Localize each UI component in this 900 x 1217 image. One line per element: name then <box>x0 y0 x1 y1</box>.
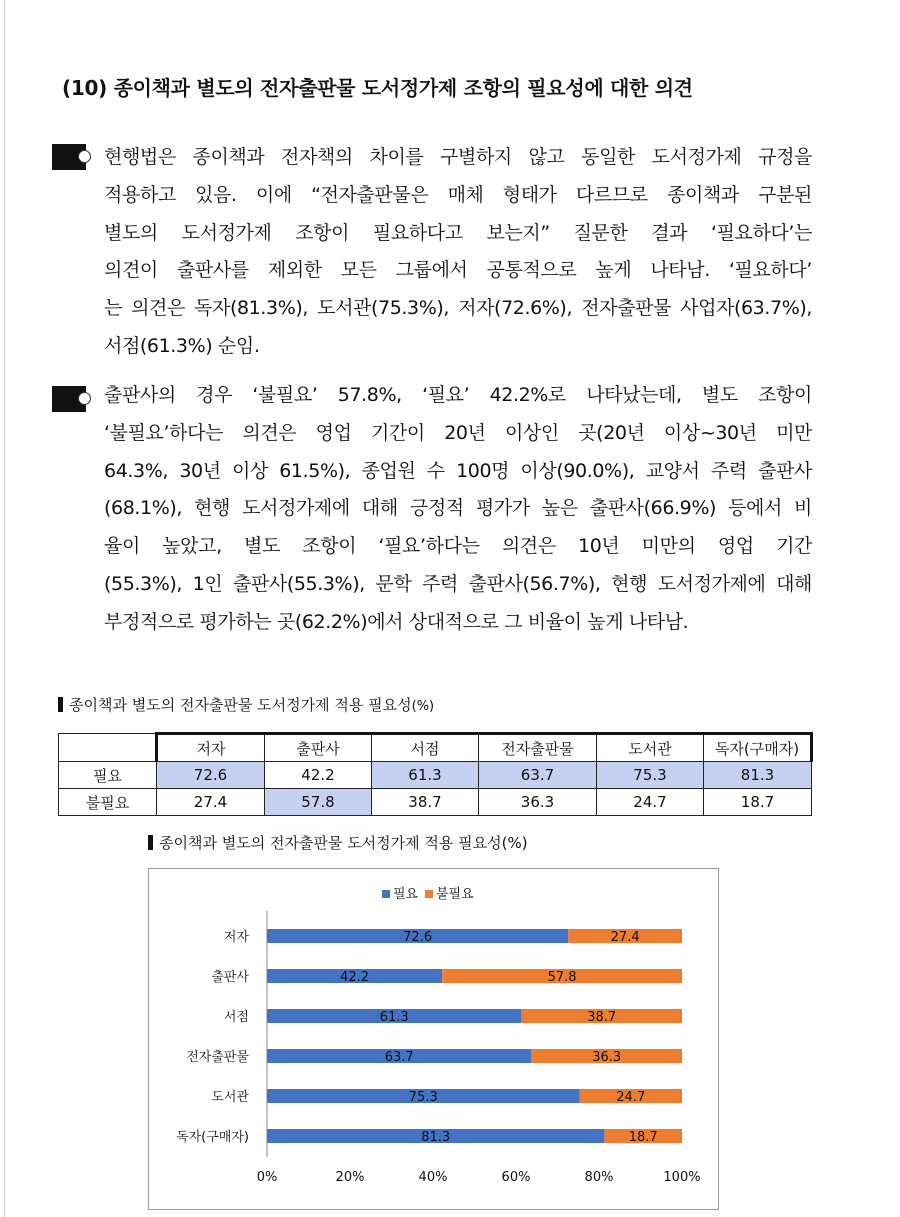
paragraph-line: 의견이 출판사를 제외한 모든 그룹에서 공통적으로 높게 나타남. ‘필요하다’ <box>104 259 812 282</box>
table-cell: 57.8 <box>265 789 372 816</box>
data-label: 24.7 <box>616 1090 646 1105</box>
category-label: 독자(구매자) <box>176 1130 249 1145</box>
x-tick-label: 60% <box>501 1170 531 1185</box>
x-tick-label: 20% <box>335 1170 365 1185</box>
paragraph-line: 적용하고 있음. 이에 “전자출판물은 매체 형태가 다르므로 종이책과 구분된 <box>104 183 812 206</box>
row-label: 불필요 <box>59 789 157 816</box>
row-label: 필요 <box>59 762 157 789</box>
column-header: 저자 <box>157 734 265 762</box>
paragraph-2 <box>104 377 812 642</box>
table-header-row <box>59 734 812 762</box>
paragraph-line: 율이 높았고, 별도 조항이 ‘필요’하다는 의견은 10년 미만의 영업 기간 <box>104 535 812 558</box>
bullet-ring-icon <box>78 392 91 405</box>
paragraph-line: (55.3%), 1인 출판사(55.3%), 문학 주력 출판사(56.7%), 현행 도서정가제에 대해 <box>104 572 812 595</box>
table-corner-cell <box>59 734 157 762</box>
data-label: 81.3 <box>421 1130 451 1145</box>
caption-marker <box>148 835 153 850</box>
table-cell: 27.4 <box>157 789 265 816</box>
x-tick-label: 0% <box>256 1170 278 1185</box>
data-label: 36.3 <box>592 1050 622 1065</box>
table-cell: 63.7 <box>479 762 597 789</box>
column-header: 출판사 <box>265 734 372 762</box>
table-row <box>59 789 812 816</box>
data-label: 27.4 <box>610 930 640 945</box>
data-label: 38.7 <box>587 1010 617 1025</box>
paragraph-line: (68.1%), 현행 도서정가제에 대해 긍정적 평가가 높은 출판사(66.9%) 등에서 비 <box>104 497 812 520</box>
column-header: 도서관 <box>597 734 704 762</box>
column-header: 독자(구매자) <box>704 734 812 762</box>
caption-marker <box>58 697 63 712</box>
x-tick-label: 100% <box>663 1170 701 1185</box>
column-header: 전자출판물 <box>479 734 597 762</box>
table-cell: 42.2 <box>265 762 372 789</box>
paragraph-line: 는 의견은 독자(81.3%), 도서관(75.3%), 저자(72.6%), 전자출판물 사업자(63.7%), <box>104 297 812 320</box>
data-table <box>58 732 813 816</box>
category-label: 전자출판물 <box>186 1050 249 1065</box>
paragraph-1 <box>104 139 812 366</box>
legend-swatch-0 <box>382 890 390 898</box>
legend-label-0: 필요 <box>393 887 419 902</box>
data-label: 42.2 <box>340 970 370 985</box>
bullet-ring-icon <box>78 150 91 163</box>
paragraph-line: 현행법은 종이책과 전자책의 차이를 구별하지 않고 동일한 도서정가제 규정을 <box>104 146 812 168</box>
stacked-bar-chart <box>149 869 718 1209</box>
category-label: 저자 <box>223 930 249 945</box>
table-cell: 75.3 <box>597 762 704 789</box>
category-label: 출판사 <box>211 970 249 985</box>
data-label: 75.3 <box>408 1090 438 1105</box>
legend-swatch-1 <box>425 890 433 898</box>
category-label: 서점 <box>223 1010 249 1025</box>
table-cell: 38.7 <box>372 789 479 816</box>
x-tick-label: 80% <box>584 1170 614 1185</box>
data-label: 18.7 <box>628 1130 658 1145</box>
column-header: 서점 <box>372 734 479 762</box>
table-cell: 36.3 <box>479 789 597 816</box>
paragraph-line: 64.3%, 30년 이상 61.5%), 종업원 수 100명 이상(90.0%), 교양서 주력 출판사 <box>104 459 812 482</box>
table-cell: 24.7 <box>597 789 704 816</box>
section-heading: (10) 종이책과 별도의 전자출판물 도서정가제 조항의 필요성에 대한 의견 <box>62 76 693 100</box>
data-label: 61.3 <box>379 1010 409 1025</box>
table-cell: 81.3 <box>704 762 812 789</box>
paragraph-line: ‘불필요’하다는 의견은 영업 기간이 20년 이상인 곳(20년 이상~30년 미만 <box>104 421 812 444</box>
data-label: 63.7 <box>384 1050 414 1065</box>
table-cell: 61.3 <box>372 762 479 789</box>
page-edge-rule <box>4 0 5 1217</box>
paragraph-line: 별도의 도서정가제 조항이 필요하다고 보는지” 질문한 결과 ‘필요하다’는 <box>104 221 812 244</box>
chart-caption: 종이책과 별도의 전자출판물 도서정가제 적용 필요성(%) <box>148 832 528 853</box>
data-label: 57.8 <box>547 970 577 985</box>
legend-label-1: 불필요 <box>436 887 474 902</box>
data-label: 72.6 <box>403 930 433 945</box>
chart-frame <box>148 868 719 1210</box>
category-label: 도서관 <box>211 1090 249 1105</box>
paragraph-line: 출판사의 경우 ‘불필요’ 57.8%, ‘필요’ 42.2%로 나타났는데, 별도 조항이 <box>104 384 812 406</box>
table-cell: 72.6 <box>157 762 265 789</box>
paragraph-line: 부정적으로 평가하는 곳(62.2%)에서 상대적으로 그 비율이 높게 나타남. <box>104 610 689 633</box>
table-cell: 18.7 <box>704 789 812 816</box>
table-caption: 종이책과 별도의 전자출판물 도서정가제 적용 필요성(%) <box>58 694 434 715</box>
paragraph-line: 서점(61.3%) 순임. <box>104 334 260 357</box>
x-tick-label: 40% <box>418 1170 448 1185</box>
table-row <box>59 762 812 789</box>
